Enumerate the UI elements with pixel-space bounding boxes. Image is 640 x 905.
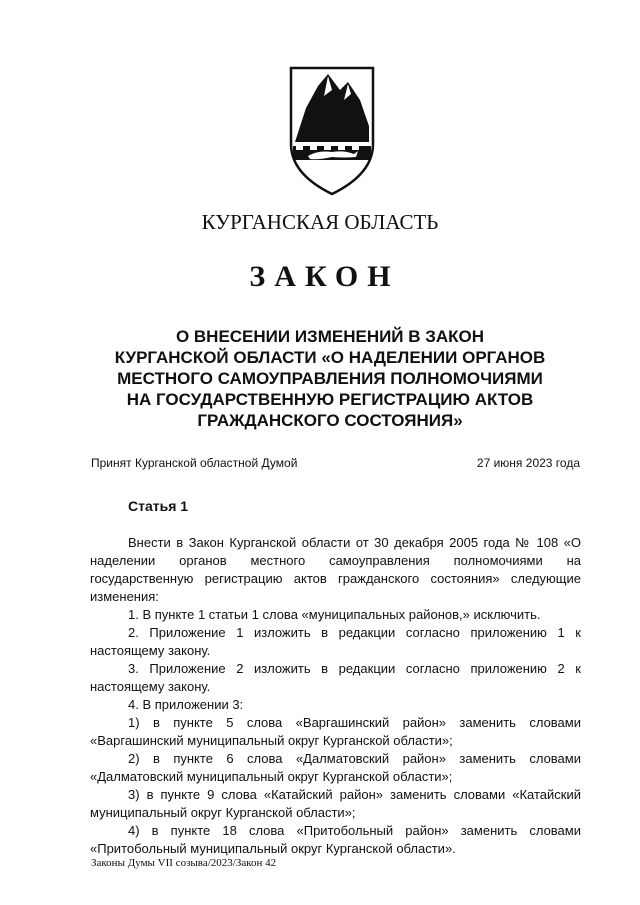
coat-of-arms-icon — [288, 66, 376, 196]
law-title-line: КУРГАНСКОЙ ОБЛАСТИ «О НАДЕЛЕНИИ ОРГАНОВ — [114, 348, 546, 367]
adopted-by: Принят Курганской областной Думой — [91, 456, 298, 470]
article-heading: Статья 1 — [128, 498, 189, 514]
law-title-line: О ВНЕСЕНИИ ИЗМЕНЕНИЙ В ЗАКОН — [175, 327, 485, 346]
paragraph: 1. В пункте 1 статьи 1 слова «муниципальных районов,» исключить. — [128, 607, 541, 622]
paragraph: 4) в пункте 18 слова «Притобольный район» заменить словами «Притобольный муниципальный округ Курганской области». — [90, 823, 581, 856]
law-title-line: МЕСТНОГО САМОУПРАВЛЕНИЯ ПОЛНОМОЧИЯМИ — [117, 369, 543, 388]
paragraph: 2) в пункте 6 слова «Далматовский район» заменить словами «Далматовский муниципальный округ Курганской области»; — [90, 751, 581, 784]
paragraph: 3. Приложение 2 изложить в редакции согласно приложению 2 к настоящему закону. — [90, 661, 581, 694]
paragraph: Внести в Закон Курганской области от 30 декабря 2005 года № 108 «О наделении органов местного самоуправления полномочиями на государственную регистрацию актов гражданского состояния» следующие изменения: — [90, 535, 581, 604]
paragraph: 1) в пункте 5 слова «Варгашинский район» заменить словами «Варгашинский муниципальный округ Курганской области»; — [90, 715, 581, 748]
law-title-line: НА ГОСУДАРСТВЕННУЮ РЕГИСТРАЦИЮ АКТОВ — [126, 390, 534, 409]
law-title — [60, 326, 600, 431]
paragraph: 3) в пункте 9 слова «Катайский район» заменить словами «Катайский муниципальный округ Курганской области»; — [90, 787, 581, 820]
document-type: ЗАКОН — [249, 260, 400, 293]
article-body — [90, 534, 581, 858]
paragraph: 2. Приложение 1 изложить в редакции согласно приложению 1 к настоящему закону. — [90, 625, 581, 658]
region-name: КУРГАНСКАЯ ОБЛАСТЬ — [201, 210, 439, 234]
paragraph: 4. В приложении 3: — [128, 697, 244, 712]
page-footer: Законы Думы VII созыва/2023/Закон 42 — [91, 857, 277, 869]
adopted-date: 27 июня 2023 года — [476, 456, 580, 470]
law-title-line: ГРАЖДАНСКОГО СОСТОЯНИЯ» — [197, 411, 463, 430]
